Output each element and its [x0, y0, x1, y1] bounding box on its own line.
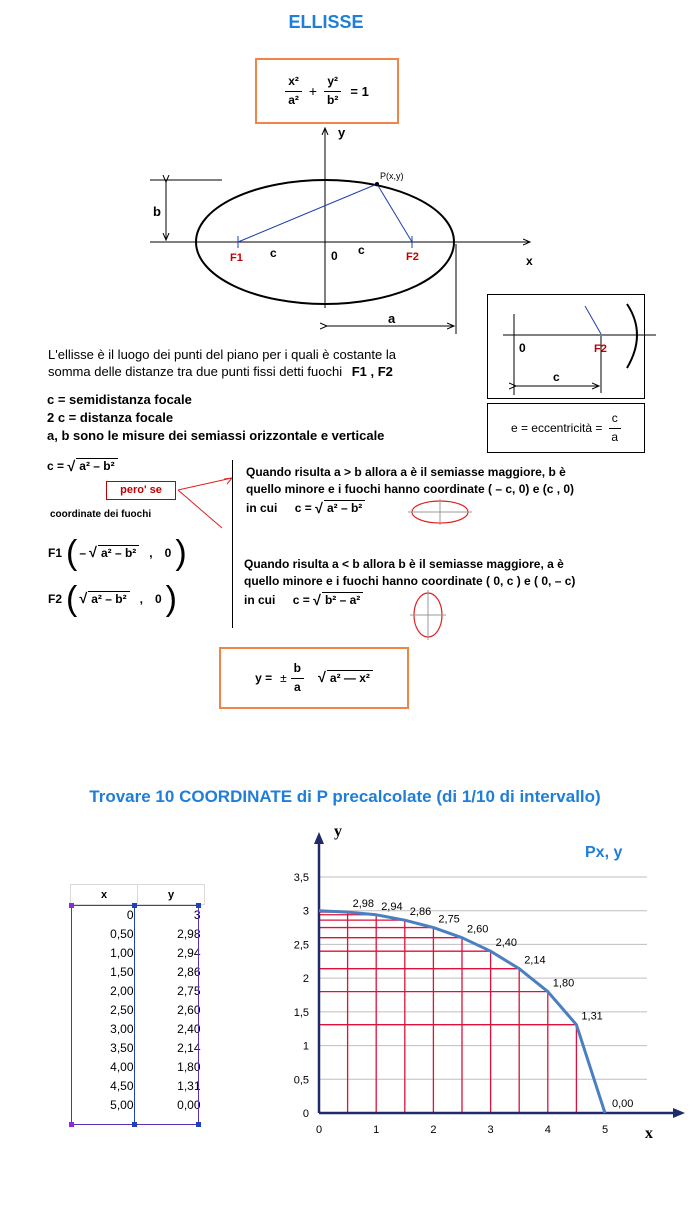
label-f2: F2: [406, 251, 419, 263]
definition-foci: F1 , F2: [351, 364, 393, 379]
term-focal-distance: 2 c = distanza focale: [47, 410, 174, 425]
y-formula-lhs: y =: [255, 671, 273, 685]
y-tick-label: 0: [302, 1108, 309, 1120]
table-cell-x: 3,00: [110, 1021, 134, 1036]
case2-radicand: b² – a²: [322, 592, 363, 607]
table-row: [71, 1000, 205, 1019]
f2-sep: ,: [139, 592, 143, 606]
eq-rhs: = 1: [350, 83, 369, 99]
table-cell-y: 2,86: [177, 964, 201, 979]
page-title: ELLISSE: [288, 12, 364, 32]
eccentricity-label: e = eccentricità =: [510, 421, 603, 435]
y-formula-den: a: [294, 679, 301, 694]
label-origin: 0: [331, 249, 338, 263]
vertical-ellipse-icon: [410, 590, 446, 640]
table-cell-y: 2,14: [177, 1040, 201, 1055]
label-y-axis: y: [338, 125, 346, 140]
table-row: [71, 1076, 205, 1095]
x-tick-label: 1: [373, 1124, 380, 1136]
selection-handle: [196, 903, 201, 908]
table-cell-y: 3: [193, 907, 201, 922]
foci-coordinates-label: coordinate dei fuochi: [50, 509, 152, 520]
table-cell-x: 1,50: [110, 964, 134, 979]
case-a-greater-b: Quando risulta a > b allora a è il semiasse maggiore, b è quello minore e i fuochi hanno coordinate ( – c, 0) e (c , 0) in cui c = √ a² – b²: [246, 465, 575, 517]
x-tick-label: 5: [601, 1124, 609, 1136]
table-cell-y: 1,80: [177, 1059, 201, 1074]
c-formula: c = √ a² – b²: [47, 458, 118, 475]
table-row: [71, 1057, 205, 1076]
f1-coordinates: F1 ( – √ a² – b² , 0 ): [48, 534, 187, 572]
x-tick-label: 0: [315, 1124, 323, 1136]
f1-sign: –: [79, 546, 87, 560]
table-header-y: y: [138, 885, 205, 905]
f2-radicand: a² – b²: [88, 591, 129, 606]
chart-title: Px, y: [585, 844, 623, 861]
y-tick-label: 2: [302, 973, 309, 986]
data-label: 2,75: [438, 913, 460, 926]
label-point-p: P(x,y): [380, 171, 404, 181]
inset-origin: 0: [519, 341, 526, 355]
f2-coordinates: F2 ( √ a² – b² , 0 ): [48, 580, 177, 618]
y-tick-label: 3,5: [293, 872, 309, 884]
x-tick-label: 3: [487, 1124, 494, 1136]
c-formula-radicand: a² – b²: [76, 458, 117, 473]
table-cell-y: 2,98: [177, 926, 201, 941]
y-formula-num: b: [291, 662, 304, 678]
table-cell-x: 0,50: [110, 926, 134, 941]
table-row: [71, 1019, 205, 1038]
f1-radicand: a² – b²: [98, 545, 139, 560]
table-row: [71, 924, 205, 943]
case1-radicand: a² – b²: [324, 500, 365, 515]
coordinates-table-wrap: [70, 884, 205, 1114]
label-a: a: [388, 311, 396, 326]
table-cell-x: 1,00: [110, 945, 134, 960]
table-cell-x: 0: [126, 907, 134, 922]
table-cell-x: 2,50: [110, 1002, 134, 1017]
eq-num1: x²: [285, 75, 302, 91]
data-label: 2,60: [467, 923, 489, 936]
selection-handle: [132, 903, 137, 908]
point-p: [375, 182, 379, 186]
table-col-divider: [134, 905, 135, 1125]
table-cell-x: 4,00: [110, 1059, 134, 1074]
data-label: 2,98: [352, 898, 375, 911]
ellipse-diagram: [0, 0, 699, 340]
selection-handle: [69, 1122, 74, 1127]
label-c-right: c: [358, 243, 365, 257]
section2-title: Trovare 10 COORDINATE di P precalcolate (di 1/10 di intervallo): [89, 787, 601, 806]
coordinates-table: [70, 884, 205, 1114]
table-row: [71, 981, 205, 1000]
label-c-left: c: [270, 246, 277, 260]
label-x-axis: x: [526, 254, 533, 268]
pointer-arrows: [170, 470, 240, 535]
y-formula-radicand: a² — x²: [327, 670, 373, 685]
eccentricity-num: c: [609, 412, 621, 428]
selection-handle: [132, 1122, 137, 1127]
focal-line-2: [377, 184, 412, 242]
y-tick-label: 1,5: [293, 1006, 309, 1019]
x-tick-label: 2: [430, 1124, 437, 1136]
vertical-separator: [232, 460, 233, 628]
case2-lhs: c =: [292, 593, 310, 607]
eq-num2: y²: [324, 75, 341, 91]
f2-name: F2: [48, 592, 63, 606]
eq-den2: b²: [327, 92, 339, 107]
case1-incui: in cui: [246, 501, 278, 515]
data-label: 2,14: [524, 954, 546, 967]
label-b: b: [153, 204, 161, 219]
x-axis-arrow: [673, 1108, 685, 1118]
table-cell-x: 5,00: [110, 1097, 134, 1112]
ellipse-chart: [270, 820, 690, 1150]
y-formula-box: y = ± $\frac{b}{a}$ √ a² — x²: [219, 647, 409, 709]
f1-zero: 0: [164, 546, 172, 560]
x-tick-label: 4: [544, 1124, 551, 1136]
eq-den1: a²: [288, 92, 299, 107]
table-row: [71, 905, 205, 925]
case2-incui: in cui: [244, 593, 276, 607]
selection-handle: [196, 1122, 201, 1127]
horizontal-ellipse-icon: [408, 497, 472, 527]
table-cell-x: 2,00: [110, 983, 134, 998]
data-label: 1,31: [581, 1010, 603, 1023]
eccentricity-den: a: [611, 429, 619, 444]
chart-y-label: y: [334, 823, 342, 840]
y-tick-label: 0,5: [293, 1074, 309, 1087]
table-cell-y: 2,75: [177, 983, 201, 998]
f1-name: F1: [48, 546, 63, 560]
table-row: [71, 1038, 205, 1057]
table-row: [71, 1095, 205, 1114]
case-a-less-b: Quando risulta a < b allora b è il semiasse maggiore, a è quello minore e i fuochi hanno coordinate ( 0, c ) e ( 0, – c) in cui c = √ b² – a²: [244, 557, 576, 609]
definition-line-1: L'ellisse è il luogo dei punti del piano per i quali è costante la: [48, 347, 396, 362]
definition-line-2: somma delle distanze tra due punti fissi detti fuochi: [48, 364, 343, 379]
eq-plus: +: [308, 83, 318, 99]
data-label: 2,94: [381, 900, 403, 913]
y-tick-label: 1: [302, 1040, 309, 1053]
table-cell-y: 2,40: [177, 1021, 201, 1036]
table-row: [71, 943, 205, 962]
f1-sep: ,: [149, 546, 153, 560]
case2-line-1: Quando risulta a < b allora b è il semiasse maggiore, a è: [244, 557, 564, 571]
pero-se-label: pero' se: [120, 484, 162, 496]
terms-list: [47, 391, 384, 445]
table-cell-y: 2,94: [177, 945, 201, 960]
c-formula-lhs: c =: [47, 459, 65, 473]
case1-line-1: Quando risulta a > b allora a è il semiasse maggiore, b è: [246, 465, 566, 479]
pero-se-box: [106, 481, 176, 500]
focal-line-1: [238, 184, 377, 242]
selection-handle: [69, 903, 74, 908]
table-cell-x: 4,50: [110, 1078, 134, 1093]
inset-c: c: [553, 370, 560, 384]
data-label: 2,40: [495, 937, 518, 950]
label-f1: F1: [230, 252, 243, 264]
table-cell-y: 2,60: [177, 1002, 201, 1017]
y-formula-pm: ±: [280, 671, 287, 685]
term-semiaxes: a, b sono le misure dei semiassi orizzontale e verticale: [47, 428, 385, 443]
table-cell-y: 1,31: [177, 1078, 201, 1093]
case1-lhs: c =: [294, 501, 312, 515]
table-header-x: x: [71, 885, 138, 905]
f2-zero: 0: [154, 592, 162, 606]
data-label: 1,80: [552, 977, 575, 990]
case2-line-2: quello minore e i fuochi hanno coordinate ( 0, c ) e ( 0, – c): [244, 574, 576, 588]
data-label: 2,86: [409, 906, 432, 919]
table-cell-x: 3,50: [110, 1040, 134, 1055]
chart-x-label: x: [645, 1125, 653, 1142]
data-label: 0,00: [612, 1098, 634, 1110]
table-cell-y: 0,00: [177, 1097, 201, 1112]
inset-f2: F2: [594, 343, 607, 355]
y-tick-label: 3: [302, 905, 309, 918]
table-row: [71, 962, 205, 981]
eccentricity-box: [487, 403, 645, 453]
case1-line-2: quello minore e i fuochi hanno coordinate ( – c, 0) e (c , 0): [246, 482, 575, 496]
y-axis-arrow: [314, 832, 324, 844]
eccentricity-inset: [487, 294, 657, 400]
definition-text: [48, 346, 396, 380]
y-tick-label: 2,5: [293, 939, 309, 952]
term-semidistance: c = semidistanza focale: [47, 392, 192, 407]
